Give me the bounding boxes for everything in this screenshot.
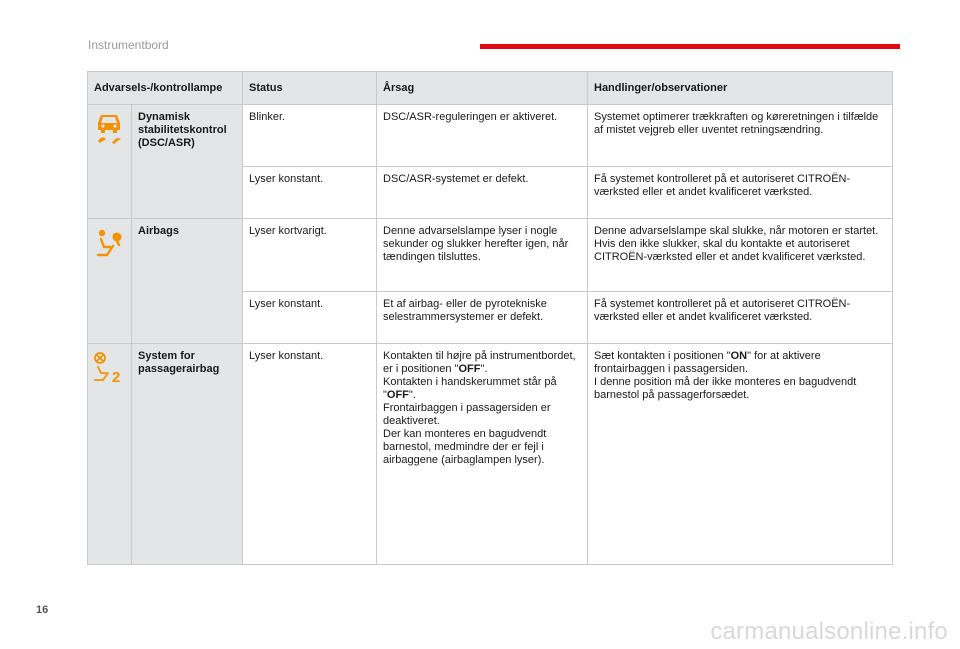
passenger-airbag-off-icon	[92, 350, 126, 384]
cause-text: Denne advarselslampe lyser i nogle sekunder og slukker herefter igen, når tændingen tilsluttes.	[377, 219, 588, 292]
table-row	[88, 219, 893, 292]
action-text-part: Sæt kontakten i positionen "	[594, 350, 731, 362]
action-text: Systemet optimerer trækkraften og køreretningen i tilfælde af mistet vejgreb eller uventet retningsændring.	[588, 105, 893, 167]
header-accent-bar	[480, 44, 900, 49]
lamp-icon-cell	[88, 105, 132, 219]
watermark: carmanualsonline.info	[710, 618, 948, 645]
skidding-car-icon	[92, 111, 126, 145]
section-title: Instrumentbord	[88, 38, 169, 52]
column-header-cause: Årsag	[377, 72, 588, 105]
table-row	[88, 105, 893, 167]
lamp-icon-cell	[88, 344, 132, 565]
column-header-status: Status	[243, 72, 377, 105]
cause-text-part: ". Frontairbaggen i passagersiden er deaktiveret. Der kan monteres en bagudvendt barnestol, medmindre der er fejl i airbaggene (airbaglampen lyser).	[383, 389, 551, 466]
table-header-row	[88, 72, 893, 105]
page-number: 16	[36, 604, 49, 616]
switch-position-label: ON	[730, 350, 748, 362]
lamp-name: Dynamisk stabilitetskontrol (DSC/ASR)	[132, 105, 243, 219]
cause-text-part: Kontakten til højre på instrumentbordet, er i positionen "	[383, 350, 576, 375]
action-text: Denne advarselslampe skal slukke, når motoren er startet. Hvis den ikke slukker, skal du kontakte et autoriseret CITROËN-værksted eller et andet kvalificeret værksted.	[588, 219, 893, 292]
warning-lamp-table	[87, 71, 893, 565]
lamp-name: Airbags	[132, 219, 243, 344]
lamp-name: System for passagerairbag	[132, 344, 243, 565]
status-text: Lyser konstant.	[243, 344, 377, 565]
cause-text: DSC/ASR-reguleringen er aktiveret.	[377, 105, 588, 167]
action-text	[588, 344, 893, 565]
status-text: Lyser konstant.	[243, 167, 377, 219]
switch-position-label: OFF	[386, 389, 409, 401]
airbag-icon	[92, 225, 126, 259]
status-text: Lyser kortvarigt.	[243, 219, 377, 292]
switch-position-label: OFF	[458, 363, 481, 375]
lamp-icon-cell	[88, 219, 132, 344]
column-header-action: Handlinger/observationer	[588, 72, 893, 105]
column-header-lamp: Advarsels-/kontrollampe	[88, 72, 243, 105]
action-text-part: " for at aktivere frontairbaggen i passagersiden. I denne position må der ikke monteres en bagudvendt barnestol på passagerforsædet.	[594, 350, 857, 401]
cause-text-part: ". Kontakten i handskerummet står på "	[383, 363, 557, 401]
table-row	[88, 344, 893, 565]
action-text: Få systemet kontrolleret på et autoriseret CITROËN-værksted eller et andet kvalificeret værksted.	[588, 167, 893, 219]
cause-text	[377, 344, 588, 565]
status-text: Lyser konstant.	[243, 292, 377, 344]
cause-text: Et af airbag- eller de pyrotekniske selestrammersystemer er defekt.	[377, 292, 588, 344]
svg-text:2: 2	[112, 369, 121, 384]
cause-text: DSC/ASR-systemet er defekt.	[377, 167, 588, 219]
status-text: Blinker.	[243, 105, 377, 167]
action-text: Få systemet kontrolleret på et autoriseret CITROËN-værksted eller et andet kvalificeret værksted.	[588, 292, 893, 344]
